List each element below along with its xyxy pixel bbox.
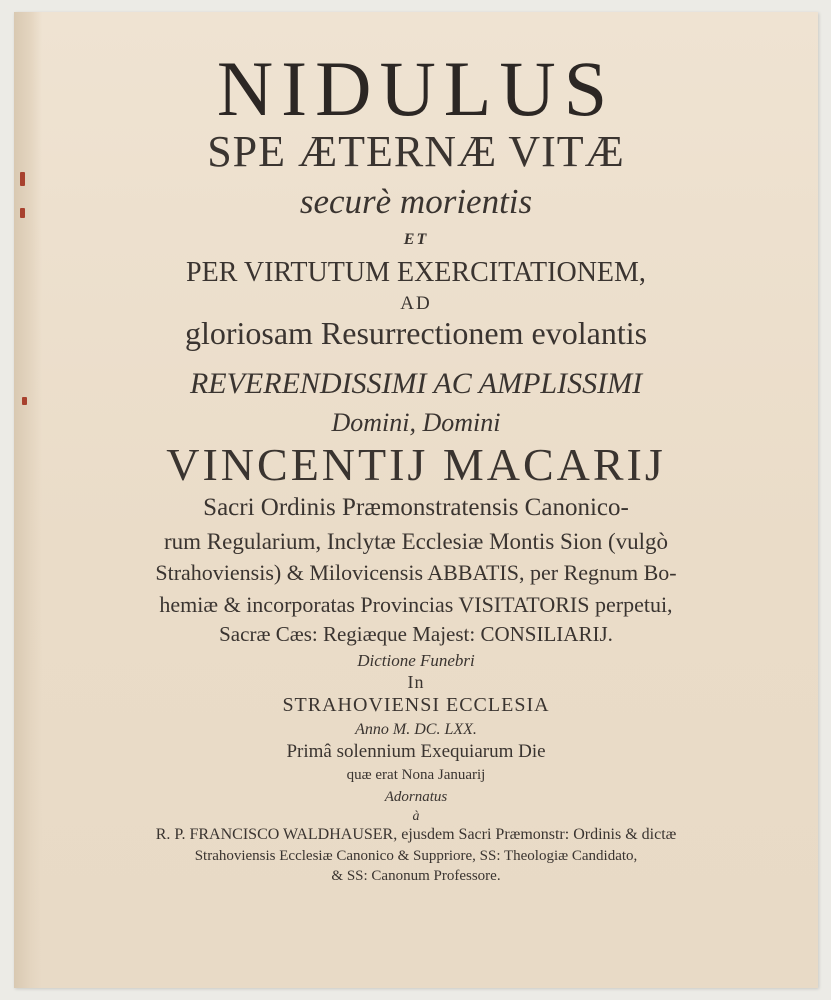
author-line-1: R. P. FRANCISCO WALDHAUSER, ejusdem Sacri Præmonstr: Ordinis & dictæ xyxy=(155,826,677,843)
church-line: STRAHOVIENSI ECCLESIA xyxy=(282,694,550,716)
author-line-3: & SS: Canonum Professore. xyxy=(331,868,501,884)
body-line-4: hemiæ & incorporatas Provincias VISITATORIS perpetui, xyxy=(159,592,673,617)
title-text-block xyxy=(14,12,818,988)
subject-name: VINCENTIJ MACARIJ xyxy=(166,439,666,490)
book-title: NIDULUS xyxy=(216,45,616,132)
dictione-line: Dictione Funebri xyxy=(357,651,475,670)
conjunction-et: ET xyxy=(403,231,429,248)
body-line-5: Sacræ Cæs: Regiæque Majest: CONSILIARIJ. xyxy=(219,622,613,646)
conjunction-ad: AD xyxy=(400,293,432,314)
body-line-2: rum Regularium, Inclytæ Ecclesiæ Montis Sion (vulgò xyxy=(163,529,669,554)
title-page xyxy=(14,12,818,988)
in-line: In xyxy=(407,672,425,692)
body-line-1: Sacri Ordinis Præmonstratensis Canonico- xyxy=(203,494,629,521)
honorific-line: REVERENDISSIMI AC AMPLISSIMI xyxy=(189,367,643,400)
body-line-3: Strahoviensis) & Milovicensis ABBATIS, per Regnum Bo- xyxy=(155,560,677,585)
year-line: Anno M. DC. LXX. xyxy=(355,721,477,738)
date-line: quæ erat Nona Januarij xyxy=(346,767,486,783)
prima-line: Primâ solennium Exequiarum Die xyxy=(286,741,546,762)
subtitle-secure: securè morientis xyxy=(299,182,533,221)
subtitle-spe: SPE ÆTERNÆ VITÆ xyxy=(207,127,625,176)
a-line: à xyxy=(412,809,420,824)
subtitle-per: PER VIRTUTUM EXERCITATIONEM, xyxy=(186,257,646,288)
author-line-2: Strahoviensis Ecclesiæ Canonico & Suppriore, SS: Theologiæ Candidato, xyxy=(194,848,638,864)
domini-line: Domini, Domini xyxy=(331,408,501,437)
adornatus-line: Adornatus xyxy=(384,789,448,805)
subtitle-gloriosam: gloriosam Resurrectionem evolantis xyxy=(184,315,648,351)
